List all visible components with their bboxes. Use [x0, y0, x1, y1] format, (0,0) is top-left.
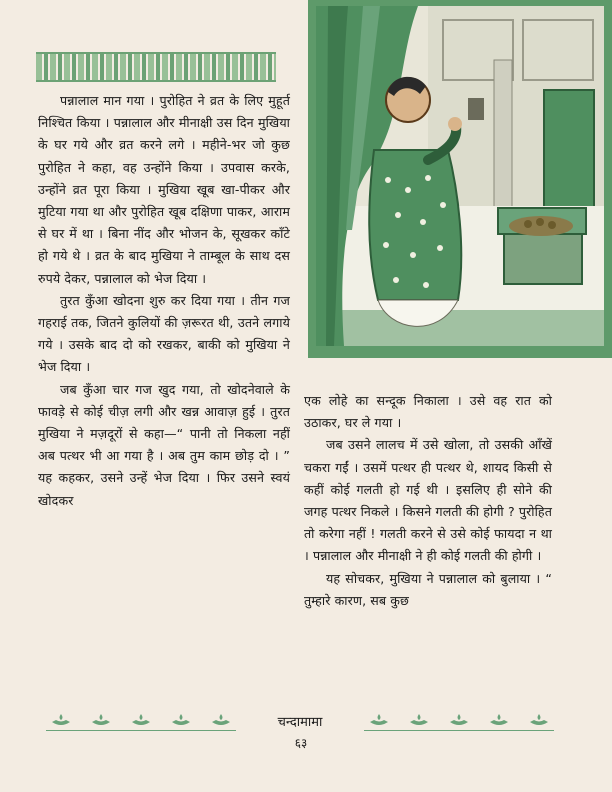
lamp-icon [408, 712, 430, 728]
paragraph: जब कुँआ चार गज खुद गया, तो खोदनेवाले के फावड़े से कोई चीज़ लगी और खन्न आवाज़ हुई । तुरत मुखिया ने मज़दूरों से कहा—“ पानी तो निकला नहीं अब पत्थर भी आ गया है । अब तुम काम छोड़ दो । ” यह कहकर, उसने उन्हें भेज दिया । फिर उसने स्वयं खोदकर [38, 381, 290, 508]
text-column-left [38, 90, 290, 512]
paragraph: पन्नालाल मान गया । पुरोहित ने व्रत के लिए मुहूर्त निश्चित किया । पन्नालाल और मीनाक्षी उस दिन मुखिया के घर गये और व्रत करने लगे । महीने-भर जो कुछ पुरोहित ने कहा, वह उन्होंने किया । उपवास करके, उन्होंने व्रत पूरा किया । मुखिया खूब खा-पीकर और मुटिया गया था और पुरोहित खूब दक्षिणा पाकर, आराम से घर में था । बिना नींद और भोजन के, सूखकर काँटे हो गये थे । व्रत के बाद मुखिया ने ताम्बूल के साथ दस रुपये देकर, पन्नालाल को भेज दिया । [38, 93, 290, 286]
paragraph: एक लोहे का सन्दूक निकाला । उसे वह रात को उठाकर, घर ले गया । [304, 393, 552, 431]
lamp-icon [448, 712, 470, 728]
lamp-icon [90, 712, 112, 728]
footer-ornament-right [364, 708, 554, 731]
paragraph: तुरत कुँआ खोदना शुरु कर दिया गया । तीन गज गहराई तक, जितने कुलियों की ज़रूरत थी, उतने लगाये गये । उसके बाद दो को रखकर, बाकी को मुखिया ने भेज दिया । [38, 292, 290, 375]
story-illustration [308, 0, 612, 358]
magazine-title: चन्दामामा [277, 715, 323, 730]
paragraph: जब उसने लालच में उसे खोला, तो उसकी आँखें चकरा गईं । उसमें पत्थर ही पत्थर थे, शायद किसी से कहीं कोई गलती हो गई थी । इसलिए ही सोने की जगह पत्थर निकले । किसने गलती की होगी ? पुरोहित तो करेगा नहीं ! गलती करने से उसे कोई फायदा न था । पन्नालाल और मीनाक्षी ने ही कोई गलती की होगी । [304, 437, 552, 564]
footer-ornament-left [46, 708, 236, 731]
decorative-header-band [36, 52, 276, 82]
lamp-icon [130, 712, 152, 728]
lamp-icon [528, 712, 550, 728]
lamp-icon [210, 712, 232, 728]
page-number: ६३ [294, 736, 308, 750]
lamp-icon [488, 712, 510, 728]
lamp-icon [50, 712, 72, 728]
paragraph: यह सोचकर, मुखिया ने पन्नालाल को बुलाया । “ तुम्हारे कारण, सब कुछ [304, 570, 552, 608]
text-column-right [304, 390, 552, 612]
lamp-icon [170, 712, 192, 728]
lamp-icon [368, 712, 390, 728]
